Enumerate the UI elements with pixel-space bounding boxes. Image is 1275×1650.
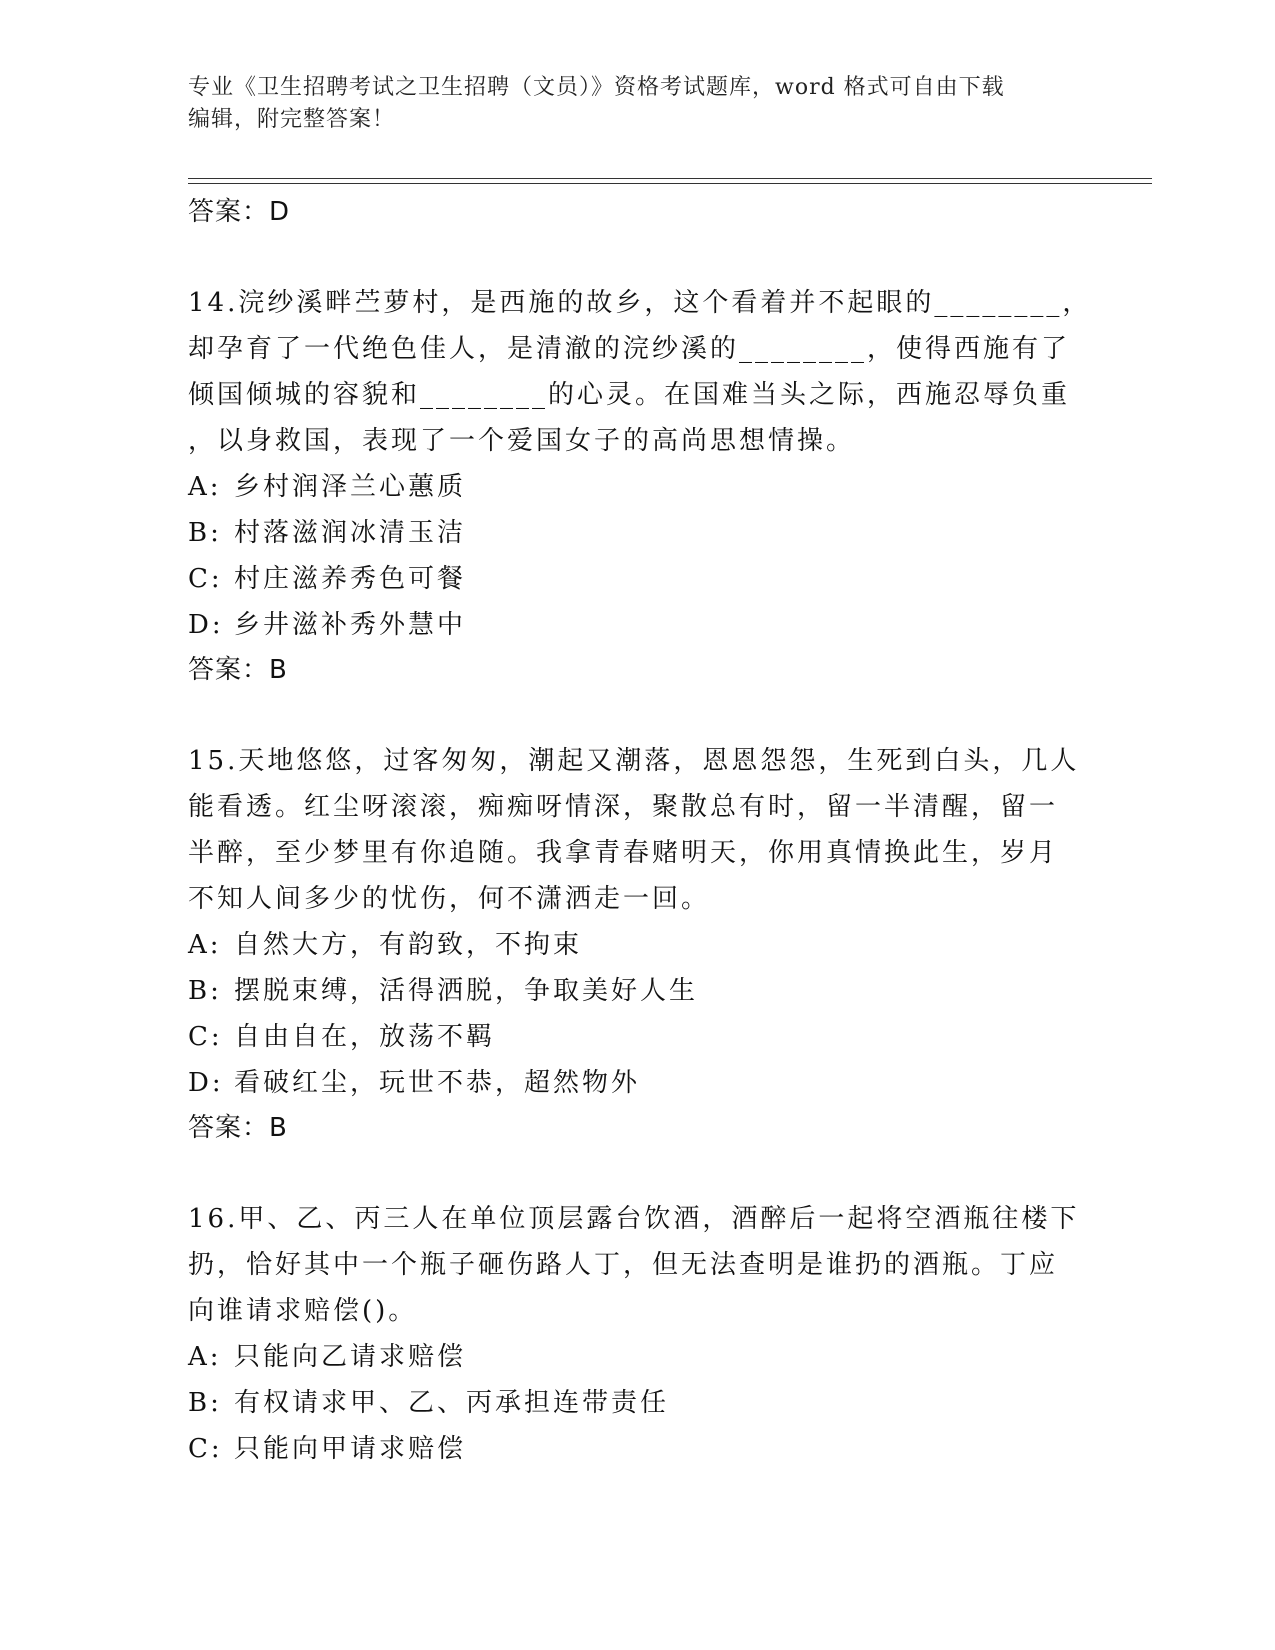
spacer <box>188 234 1088 280</box>
option-label: B: <box>188 518 222 548</box>
option-b <box>188 968 1088 1014</box>
option-text: 自由自在，放荡不羁 <box>234 1022 496 1052</box>
header-rule-bottom <box>188 183 1152 184</box>
option-text: 摆脱束缚，活得洒脱，争取美好人生 <box>234 976 699 1006</box>
stem-line: 扔，恰好其中一个瓶子砸伤路人丁，但无法查明是谁扔的酒瓶。丁应 <box>188 1250 1059 1280</box>
option-label: A: <box>188 472 222 502</box>
question-15 <box>188 738 1088 1150</box>
option-label: C: <box>188 1434 223 1464</box>
stem-line: 14.浣纱溪畔苎萝村，是西施的故乡，这个看着并不起眼的________， <box>188 288 1092 318</box>
question-answer: 答案：B <box>188 1113 288 1143</box>
page-header <box>188 72 1068 136</box>
option-d <box>188 602 1088 648</box>
question-answer: 答案：B <box>188 655 288 685</box>
option-text: 只能向乙请求赔偿 <box>234 1342 467 1372</box>
option-a <box>188 922 1088 968</box>
option-label: C: <box>188 1022 223 1052</box>
option-a <box>188 1334 1088 1380</box>
option-text: 自然大方，有韵致，不拘束 <box>234 930 583 960</box>
option-b <box>188 1380 1088 1426</box>
option-text: 村落滋润冰清玉洁 <box>234 518 467 548</box>
option-d <box>188 1060 1088 1106</box>
spacer <box>188 692 1088 738</box>
header-rule-top <box>188 178 1152 179</box>
header-line-1: 专业《卫生招聘考试之卫生招聘（文员）》资格考试题库，word 格式可自由下载 <box>188 75 1005 100</box>
option-label: B: <box>188 1388 222 1418</box>
option-label: A: <box>188 1342 222 1372</box>
option-text: 乡村润泽兰心蕙质 <box>234 472 467 502</box>
option-c <box>188 1014 1088 1060</box>
question-14 <box>188 280 1092 692</box>
stem-line: 半醉，至少梦里有你追随。我拿青春赌明天，你用真情换此生，岁月 <box>188 838 1059 868</box>
option-label: C: <box>188 564 223 594</box>
stem-line: 15.天地悠悠，过客匆匆，潮起又潮落，恩恩怨怨，生死到白头，几人 <box>188 746 1080 776</box>
question-stem <box>188 738 1088 922</box>
option-label: A: <box>188 930 222 960</box>
option-label: D: <box>188 1068 224 1098</box>
option-text: 有权请求甲、乙、丙承担连带责任 <box>234 1388 670 1418</box>
option-text: 看破红尘，玩世不恭，超然物外 <box>234 1068 641 1098</box>
option-b <box>188 510 1088 556</box>
stem-line: 不知人间多少的忧伤，何不潇洒走一回。 <box>188 884 711 914</box>
stem-line: 能看透。红尘呀滚滚，痴痴呀情深，聚散总有时，留一半清醒，留一 <box>188 792 1059 822</box>
option-label: D: <box>188 610 224 640</box>
question-stem <box>188 1196 1088 1334</box>
option-label: B: <box>188 976 222 1006</box>
option-text: 只能向甲请求赔偿 <box>234 1434 467 1464</box>
stem-line: 16.甲、乙、丙三人在单位顶层露台饮酒，酒醉后一起将空酒瓶往楼下 <box>188 1204 1080 1234</box>
option-text: 村庄滋养秀色可餐 <box>234 564 467 594</box>
option-a <box>188 464 1088 510</box>
stem-line: 却孕育了一代绝色佳人，是清澈的浣纱溪的________，使得西施有了 <box>188 334 1071 364</box>
spacer <box>188 1150 1088 1196</box>
stem-line: 倾国倾城的容貌和________的心灵。在国难当头之际，西施忍辱负重 <box>188 380 1071 410</box>
stem-line: 向谁请求赔偿()。 <box>188 1296 418 1326</box>
question-list <box>188 190 1092 1472</box>
option-c <box>188 556 1088 602</box>
previous-answer: 答案：D <box>188 197 291 227</box>
header-line-2: 编辑，附完整答案！ <box>188 107 396 132</box>
question-stem <box>188 280 1092 464</box>
stem-line: ，以身救国，表现了一个爱国女子的高尚思想情操。 <box>188 426 856 456</box>
option-c <box>188 1426 1088 1472</box>
question-16 <box>188 1196 1088 1472</box>
option-text: 乡井滋补秀外慧中 <box>234 610 467 640</box>
